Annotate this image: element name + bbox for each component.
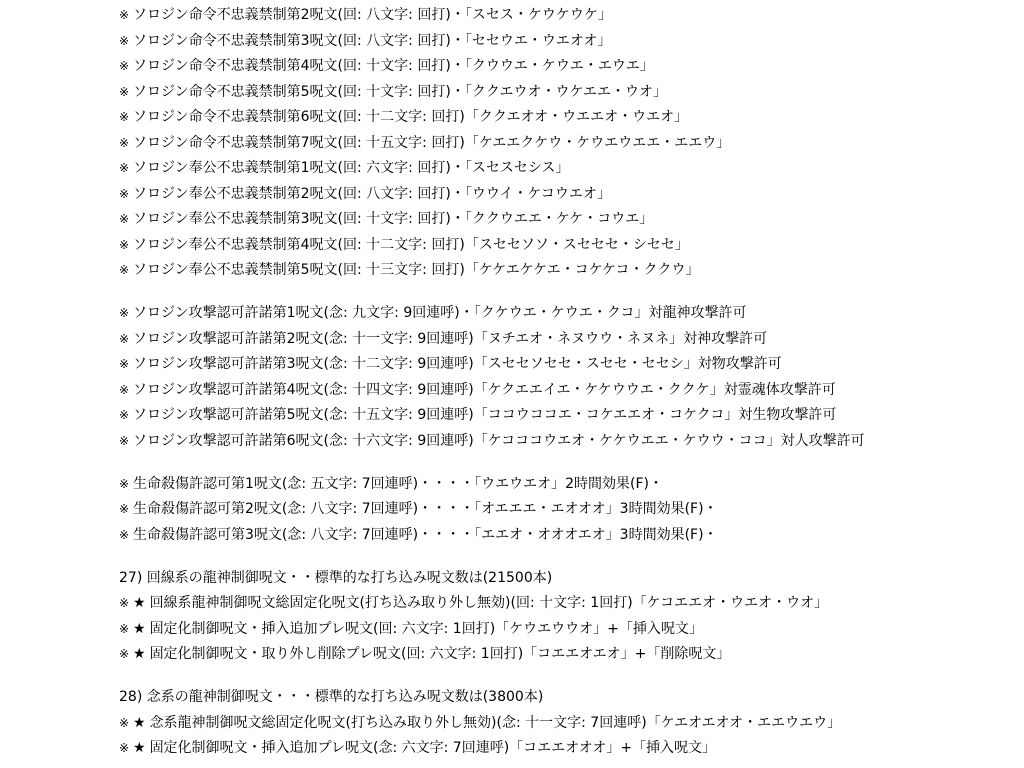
star-icon: ★: [133, 740, 146, 756]
spell-line: [119, 352, 1019, 378]
spacer: [119, 454, 1019, 472]
spell-line: [119, 301, 1019, 327]
reference-mark: ※: [119, 433, 130, 448]
star-icon: ★: [133, 646, 146, 662]
spell-text: ソロジン攻撃認可許諾第3呪文(念: 十二文字: 9回連呼)「スセセソセセ・スセセ・セセシ」対物攻撃許可: [133, 356, 782, 372]
spell-text: ソロジン攻撃認可許諾第1呪文(念: 九文字: 9回連呼)・「クケウエ・ケウエ・クコ」対龍神攻撃許可: [133, 305, 747, 321]
spell-line: [119, 105, 1019, 131]
spell-text: ソロジン攻撃認可許諾第2呪文(念: 十一文字: 9回連呼)「ヌチエオ・ネヌウウ・ネヌネ」対神攻撃許可: [133, 330, 768, 347]
spell-line: [119, 131, 1019, 157]
spell-line: [119, 378, 1019, 404]
spell-text: ソロジン奉公不忠義禁制第1呪文(回: 六文字: 回打)・「スセスセシス」: [133, 160, 570, 176]
spell-line: [119, 642, 1019, 668]
star-icon: ★: [133, 620, 146, 637]
reference-mark: ※: [119, 502, 130, 516]
reference-mark: ※: [119, 8, 130, 22]
reference-mark: ※: [119, 59, 130, 73]
spell-line: [119, 80, 1019, 106]
spell-text: ソロジン命令不忠義禁制第2呪文(回: 八文字: 回打)・「スセス・ケウケウケ」: [133, 7, 612, 23]
spell-line: [119, 472, 1019, 498]
section-heading: 27) 回線系の龍神制御呪文・・標準的な打ち込み呪文数は(21500本): [119, 569, 553, 586]
document-body: [119, 3, 1019, 762]
spell-text: ソロジン命令不忠義禁制第3呪文(回: 八文字: 回打)・「セセウエ・ウエオオ」: [133, 32, 612, 49]
reference-mark: ※: [119, 476, 130, 491]
reference-mark: ※: [119, 135, 130, 150]
spell-text: ソロジン攻撃認可許諾第6呪文(念: 十六文字: 9回連呼)「ケコココウエオ・ケケウエエ・ケウウ・ココ」対人攻撃許可: [133, 432, 865, 449]
reference-mark: ※: [119, 408, 130, 422]
spacer: [119, 284, 1019, 302]
spell-line: [119, 207, 1019, 233]
reference-mark: ※: [119, 306, 130, 320]
spell-line: [119, 54, 1019, 80]
reference-mark: ※: [119, 596, 130, 610]
star-icon: ★: [133, 714, 146, 731]
reference-mark: ※: [119, 161, 130, 175]
reference-mark: ※: [119, 84, 130, 99]
spell-text: ソロジン奉公不忠義禁制第2呪文(回: 八文字: 回打)・「ウウイ・ケコウエオ」: [133, 185, 611, 202]
spell-line: [119, 429, 1019, 455]
reference-mark: ※: [119, 621, 130, 636]
group-forbidden-spells: [119, 3, 1019, 284]
reference-mark: ※: [119, 647, 130, 661]
reference-mark: ※: [119, 110, 130, 124]
spell-line: [119, 617, 1019, 643]
spell-text: ソロジン命令不忠義禁制第4呪文(回: 十文字: 回打)・「クウウエ・ケウエ・エウエ」: [133, 58, 654, 74]
spacer: [119, 548, 1019, 566]
reference-mark: ※: [119, 212, 130, 226]
spell-line: [119, 591, 1019, 617]
spell-line: [119, 233, 1019, 259]
spell-text: 生命殺傷許認可第1呪文(念: 五文字: 7回連呼)・・・・「ウエウエオ」2時間効果(F)・: [133, 475, 663, 492]
spell-line: [119, 711, 1019, 737]
spell-text: 回線系龍神制御呪文総固定化呪文(打ち込み取り外し無効)(回: 十文字: 1回打)「ケコエエオ・ウエオ・ウオ」: [149, 595, 829, 611]
spell-text: ソロジン命令不忠義禁制第7呪文(回: 十五文字: 回打)「ケエエクケウ・ケウエウエエ・エエウ」: [133, 134, 731, 151]
reference-mark: ※: [119, 33, 130, 48]
reference-mark: ※: [119, 382, 130, 397]
spell-text: 固定化制御呪文・挿入追加プレ呪文(回: 六文字: 1回打)「ケウエウウオ」+「挿入呪文」: [149, 620, 703, 637]
spell-text: ソロジン奉公不忠義禁制第3呪文(回: 十文字: 回打)・「ククウエエ・ケケ・コウエ」: [133, 211, 654, 227]
spell-line: [119, 258, 1019, 284]
spell-text: 固定化制御呪文・挿入追加プレ呪文(念: 六文字: 7回連呼)「コエエオオオ」+「挿入呪文」: [149, 740, 717, 756]
spell-line: [119, 736, 1019, 762]
reference-mark: ※: [119, 741, 130, 755]
spacer: [119, 668, 1019, 686]
spell-text: ソロジン攻撃認可許諾第4呪文(念: 十四文字: 9回連呼)「ケクエエイエ・ケケウウエ・ククケ」対霊魂体攻撃許可: [133, 381, 836, 398]
spell-line: [119, 29, 1019, 55]
reference-mark: ※: [119, 715, 130, 730]
spell-text: ソロジン攻撃認可許諾第5呪文(念: 十五文字: 9回連呼)「ココウココエ・コケエエオ・コケクコ」対生物攻撃許可: [133, 407, 837, 423]
section-27: [119, 566, 1019, 668]
group-life-harm-spells: [119, 472, 1019, 549]
spell-line: [119, 403, 1019, 429]
section-heading: 28) 念系の龍神制御呪文・・・標準的な打ち込み呪文数は(3800本): [119, 689, 544, 705]
reference-mark: ※: [119, 357, 130, 371]
spell-text: 生命殺傷許認可第2呪文(念: 八文字: 7回連呼)・・・・「オエエエ・エオオオ」3時間効果(F)・: [133, 501, 718, 517]
group-attack-permission-spells: [119, 301, 1019, 454]
spell-text: 固定化制御呪文・取り外し削除プレ呪文(回: 六文字: 1回打)「コエエオエオ」+「削除呪文」: [149, 646, 731, 662]
section-28: [119, 685, 1019, 762]
star-icon: ★: [133, 595, 146, 611]
spell-line: [119, 523, 1019, 549]
spell-text: 念系龍神制御呪文総固定化呪文(打ち込み取り外し無効)(念: 十一文字: 7回連呼)「ケエオエオオ・エエウエウ」: [149, 714, 842, 731]
reference-mark: ※: [119, 527, 130, 542]
spell-line: [119, 156, 1019, 182]
spell-line: [119, 3, 1019, 29]
reference-mark: ※: [119, 331, 130, 346]
spell-line: [119, 182, 1019, 208]
reference-mark: ※: [119, 186, 130, 201]
reference-mark: ※: [119, 237, 130, 252]
spell-text: ソロジン奉公不忠義禁制第4呪文(回: 十二文字: 回打)「スセセソソ・スセセセ・シセセ」: [133, 236, 689, 253]
spell-text: ソロジン命令不忠義禁制第6呪文(回: 十二文字: 回打)「ククエオオ・ウエエオ・ウエオ」: [133, 109, 689, 125]
spell-line: [119, 497, 1019, 523]
spell-text: ソロジン命令不忠義禁制第5呪文(回: 十文字: 回打)・「ククエウオ・ウケエエ・ウオ」: [133, 83, 667, 100]
spell-line: [119, 327, 1019, 353]
reference-mark: ※: [119, 263, 130, 277]
spell-text: ソロジン奉公不忠義禁制第5呪文(回: 十三文字: 回打)「ケケエケケエ・コケケコ・ククウ」: [133, 262, 700, 278]
spell-text: 生命殺傷許認可第3呪文(念: 八文字: 7回連呼)・・・・「エエオ・オオオエオ」3時間効果(F)・: [133, 526, 718, 543]
